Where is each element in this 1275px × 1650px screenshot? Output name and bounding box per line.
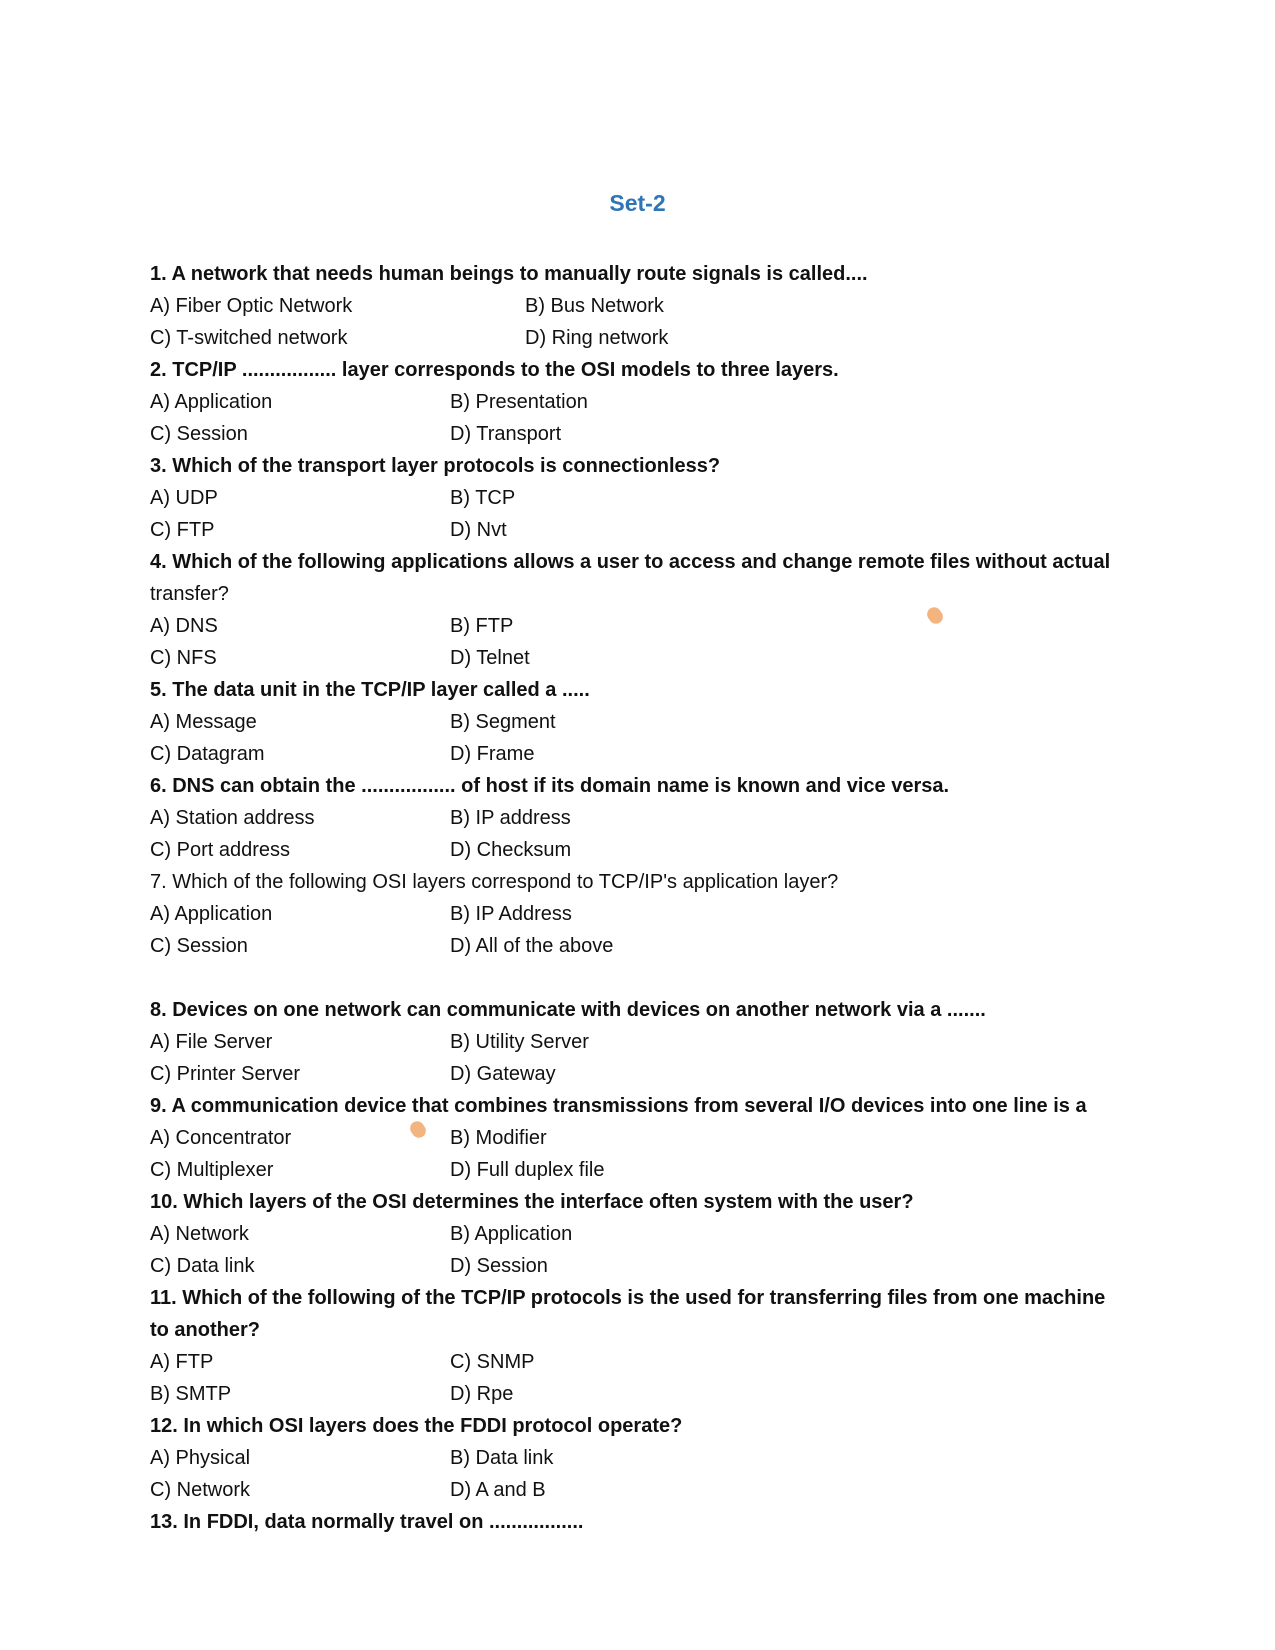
option-a: A) Station address: [150, 807, 315, 829]
option-c: C) Printer Server: [150, 1063, 301, 1085]
question-3: 3. Which of the transport layer protocols is connectionless?: [150, 455, 721, 477]
options-row: [150, 1378, 1120, 1410]
option-c: C) Session: [150, 935, 248, 957]
options-row: [150, 386, 1120, 418]
options-row: [150, 1122, 1120, 1154]
option-b: B) TCP: [450, 487, 516, 509]
question-list: [150, 258, 1120, 1538]
question-9: 9. A communication device that combines transmissions from several I/O devices into one line is a: [150, 1095, 1087, 1117]
option-d: D) Frame: [450, 743, 535, 765]
option-c: C) Network: [150, 1479, 251, 1501]
options-row: [150, 482, 1120, 514]
options-row: [150, 1346, 1120, 1378]
options-row: [150, 738, 1120, 770]
question-11-continued: to another?: [150, 1319, 260, 1341]
options-row: [150, 802, 1120, 834]
option-d: D) Transport: [450, 423, 562, 445]
option-d: D) Checksum: [450, 839, 572, 861]
option-c: C) Data link: [150, 1255, 255, 1277]
option-a: A) Application: [150, 391, 273, 413]
option-a: A) FTP: [150, 1351, 214, 1373]
option-d: D) Telnet: [450, 647, 530, 669]
option-c: C) Port address: [150, 839, 291, 861]
option-b: B) Application: [450, 1223, 573, 1245]
options-row: [150, 1058, 1120, 1090]
options-row: [150, 290, 1120, 322]
options-row: [150, 834, 1120, 866]
question-11: 11. Which of the following of the TCP/IP protocols is the used for transferring files from one machine: [150, 1287, 1106, 1309]
options-row: [150, 1250, 1120, 1282]
option-d: D) All of the above: [450, 935, 614, 957]
options-row: [150, 322, 1120, 354]
option-a: A) Application: [150, 903, 273, 925]
option-c: C) FTP: [150, 519, 215, 541]
option-b: B) Utility Server: [450, 1031, 589, 1053]
options-row: [150, 1474, 1120, 1506]
options-row: [150, 930, 1120, 962]
option-c: B) SMTP: [150, 1383, 232, 1405]
option-b: B) Data link: [450, 1447, 554, 1469]
options-row: [150, 418, 1120, 450]
option-d: D) Rpe: [450, 1383, 514, 1405]
option-d: D) Nvt: [450, 519, 507, 541]
option-b: B) FTP: [450, 615, 514, 637]
question-8: 8. Devices on one network can communicate with devices on another network via a .......: [150, 999, 986, 1021]
options-row: [150, 642, 1120, 674]
spacer: [150, 962, 1120, 994]
option-d: D) A and B: [450, 1479, 546, 1501]
question-4: 4. Which of the following applications allows a user to access and change remote files without actual: [150, 551, 1111, 573]
page-title: Set-2: [609, 190, 666, 216]
option-c: C) Session: [150, 423, 248, 445]
question-6: 6. DNS can obtain the ................. of host if its domain name is known and vice versa.: [150, 775, 950, 797]
option-c: C) T-switched network: [150, 327, 348, 349]
option-a: A) Concentrator: [150, 1127, 292, 1149]
option-b: B) Bus Network: [525, 295, 664, 317]
option-b: B) IP Address: [450, 903, 572, 925]
option-b: B) Segment: [450, 711, 556, 733]
options-row: [150, 1218, 1120, 1250]
options-row: [150, 514, 1120, 546]
options-row: [150, 610, 1120, 642]
options-row: [150, 1154, 1120, 1186]
options-row: [150, 706, 1120, 738]
option-c: C) Datagram: [150, 743, 265, 765]
option-a: A) Network: [150, 1223, 249, 1245]
option-b: B) Presentation: [450, 391, 588, 413]
options-row: [150, 1026, 1120, 1058]
question-7: 7. Which of the following OSI layers correspond to TCP/IP's application layer?: [150, 871, 839, 893]
question-1: 1. A network that needs human beings to manually route signals is called....: [150, 263, 868, 285]
option-b: C) SNMP: [450, 1351, 535, 1373]
option-a: A) UDP: [150, 487, 218, 509]
option-a: A) File Server: [150, 1031, 273, 1053]
question-10: 10. Which layers of the OSI determines the interface often system with the user?: [150, 1191, 914, 1213]
question-12: 12. In which OSI layers does the FDDI protocol operate?: [150, 1415, 683, 1437]
option-d: D) Ring network: [525, 327, 669, 349]
option-a: A) DNS: [150, 615, 218, 637]
option-d: D) Session: [450, 1255, 548, 1277]
option-a: A) Physical: [150, 1447, 251, 1469]
option-d: D) Full duplex file: [450, 1159, 605, 1181]
option-a: A) Fiber Optic Network: [150, 295, 353, 317]
options-row: [150, 898, 1120, 930]
question-2: 2. TCP/IP ................. layer corresponds to the OSI models to three layers.: [150, 359, 839, 381]
options-row: [150, 1442, 1120, 1474]
option-c: C) NFS: [150, 647, 217, 669]
option-b: B) IP address: [450, 807, 571, 829]
question-13: 13. In FDDI, data normally travel on .................: [150, 1511, 584, 1533]
option-b: B) Modifier: [450, 1127, 547, 1149]
question-4-continued: transfer?: [150, 583, 229, 605]
option-d: D) Gateway: [450, 1063, 556, 1085]
option-c: C) Multiplexer: [150, 1159, 274, 1181]
option-a: A) Message: [150, 711, 257, 733]
question-5: 5. The data unit in the TCP/IP layer called a .....: [150, 679, 590, 701]
